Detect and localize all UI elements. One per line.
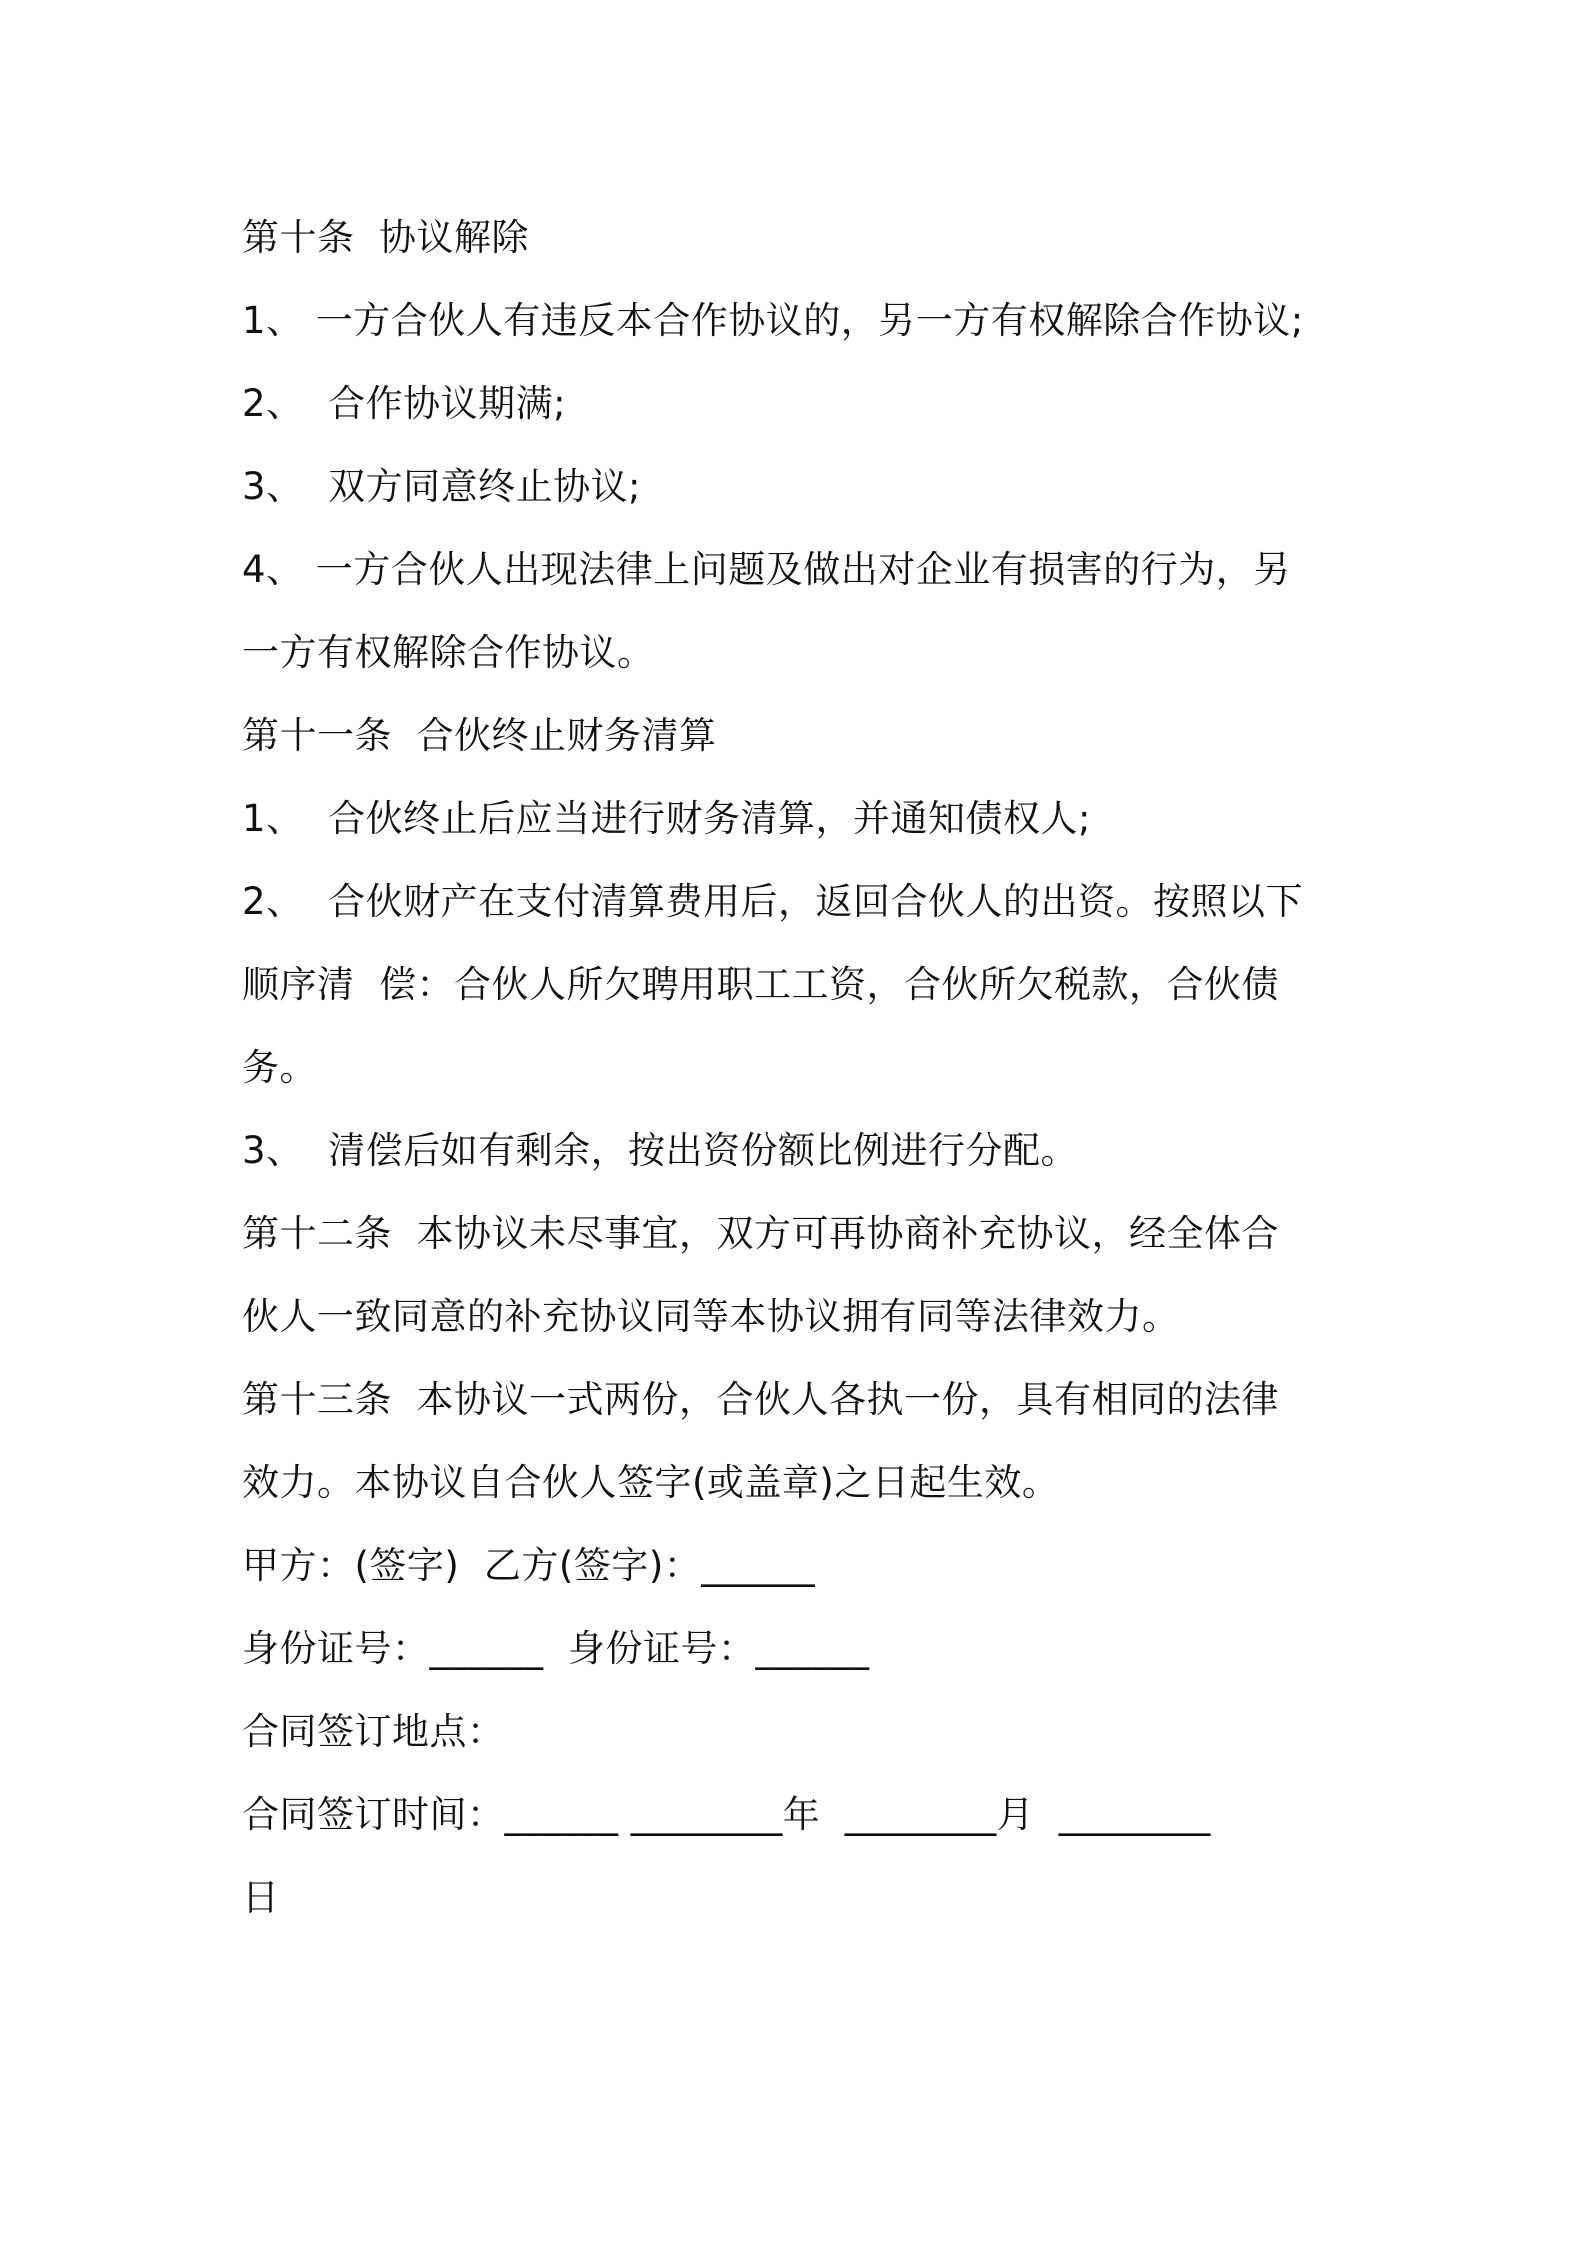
- article-12: 第十二条 本协议未尽事宜，双方可再协商补充协议，经全体合: [242, 1212, 1280, 1255]
- article-10-item-1: 1、 一方合伙人有违反本合作协议的，另一方有权解除合作协议;: [242, 299, 1304, 342]
- signing-date-line: 合同签订时间：______ ________年 ________月 ________: [242, 1793, 1211, 1836]
- article-11-item-1: 1、 合伙终止后应当进行财务清算，并通知债权人;: [242, 797, 1092, 840]
- article-11-item-3: 3、 清偿后如有剩余，按出资份额比例进行分配。: [242, 1129, 1079, 1172]
- document-body: [242, 196, 1362, 1939]
- article-13-cont: 效力。本协议自合伙人签字(或盖章)之日起生效。: [242, 1461, 1060, 1504]
- article-12-cont: 伙人一致同意的补充协议同等本协议拥有同等法律效力。: [242, 1295, 1180, 1338]
- article-10-item-4-cont: 一方有权解除合作协议。: [242, 631, 655, 674]
- article-11-item-2-cont-2: 务。: [242, 1046, 317, 1089]
- signing-place-line: 合同签订地点：: [242, 1710, 505, 1753]
- article-11-item-2-cont-1: 顺序清 偿：合伙人所欠聘用职工工资，合伙所欠税款，合伙债: [242, 963, 1280, 1006]
- article-10-item-4: 4、 一方合伙人出现法律上问题及做出对企业有损害的行为，另: [242, 548, 1291, 591]
- article-10-heading: 第十条 协议解除: [242, 216, 530, 259]
- id-number-line: 身份证号：______ 身份证号：______: [242, 1627, 870, 1670]
- article-11-item-2: 2、 合伙财产在支付清算费用后，返回合伙人的出资。按照以下: [242, 880, 1304, 923]
- article-13: 第十三条 本协议一式两份，合伙人各执一份，具有相同的法律: [242, 1378, 1280, 1421]
- signature-line: 甲方：(签字) 乙方(签字)：______: [242, 1544, 816, 1587]
- article-11-heading: 第十一条 合伙终止财务清算: [242, 714, 717, 757]
- article-10-item-2: 2、 合作协议期满;: [242, 382, 567, 425]
- article-10-item-3: 3、 双方同意终止协议;: [242, 465, 642, 508]
- signing-date-day: 日: [242, 1876, 280, 1919]
